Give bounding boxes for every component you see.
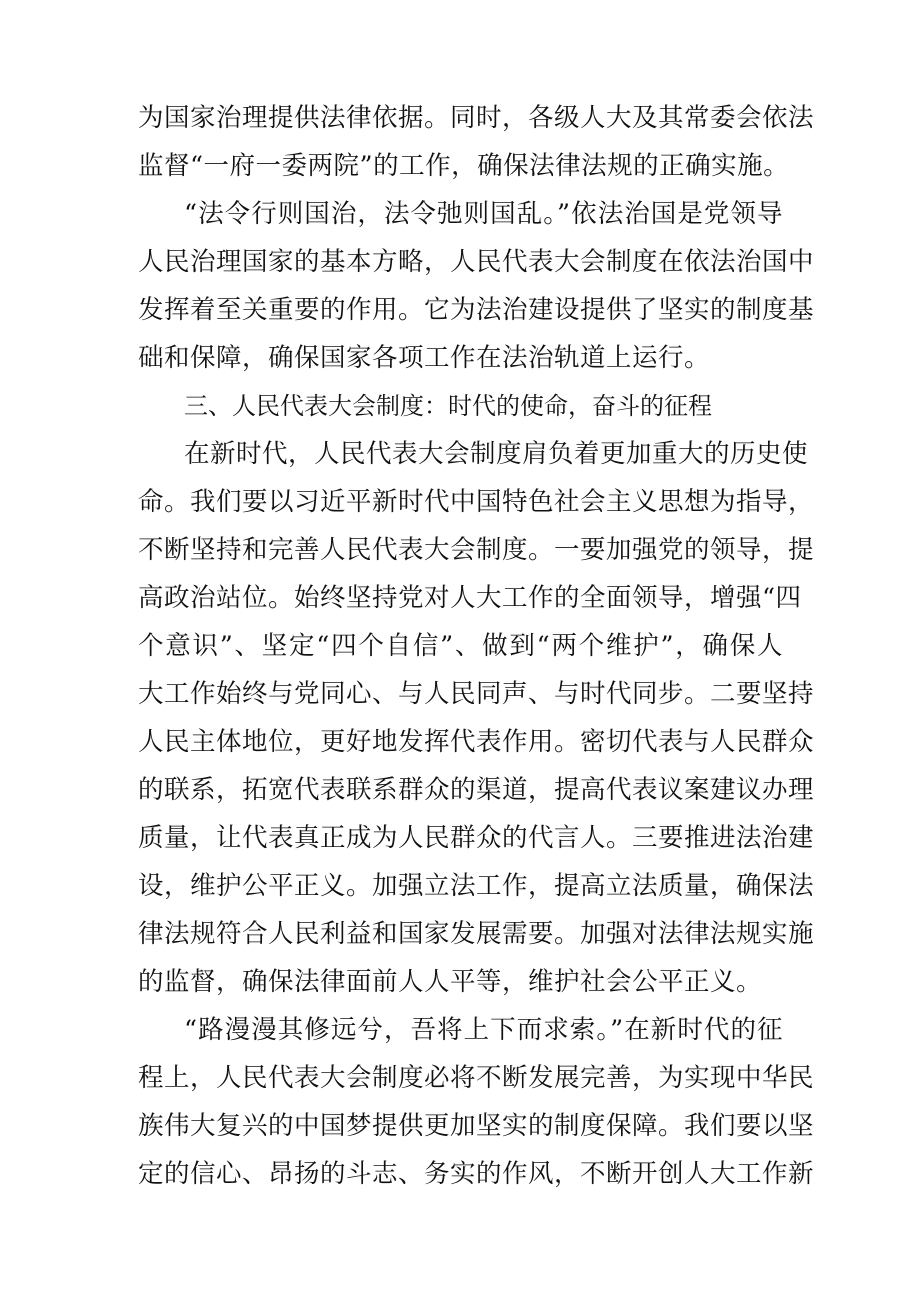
- text-line: 的联系，拓宽代表联系群众的渠道，提高代表议案建议办理: [138, 775, 815, 805]
- text-line: 为国家治理提供法律依据。同时，各级人大及其常委会依法: [138, 103, 815, 133]
- text-line: 人民主体地位，更好地发挥代表作用。密切代表与人民群众: [138, 727, 815, 757]
- text-line: 质量，让代表真正成为人民群众的代言人。三要推进法治建: [138, 823, 815, 853]
- text-line: 发挥着至关重要的作用。它为法治建设提供了坚实的制度基: [138, 295, 815, 325]
- text-line: 命。我们要以习近平新时代中国特色社会主义思想为指导，: [138, 487, 815, 517]
- text-line: 族伟大复兴的中国梦提供更加坚实的制度保障。我们要以坚: [138, 1111, 815, 1141]
- paragraph-start-line: “法令行则国治，法令弛则国乱。”依法治国是党领导: [184, 199, 783, 229]
- text-line: 程上，人民代表大会制度必将不断发展完善，为实现中华民: [138, 1063, 815, 1093]
- text-line: 监督“一府一委两院”的工作，确保法律法规的正确实施。: [138, 151, 790, 181]
- text-line: 高政治站位。始终坚持党对人大工作的全面领导，增强“四: [138, 583, 802, 613]
- text-line: 人民治理国家的基本方略，人民代表大会制度在依法治国中: [138, 247, 815, 277]
- paragraph-end-line: 础和保障，确保国家各项工作在法治轨道上运行。: [138, 343, 711, 373]
- paragraph-start-line: “路漫漫其修远兮，吾将上下而求索。”在新时代的征: [184, 1015, 783, 1045]
- text-line: 大工作始终与党同心、与人民同声、与时代同步。二要坚持: [138, 679, 815, 709]
- text-line: 不断坚持和完善人民代表大会制度。一要加强党的领导，提: [138, 535, 815, 565]
- text-line: 设，维护公平正义。加强立法工作，提高立法质量，确保法: [138, 871, 815, 901]
- text-line: 律法规符合人民利益和国家发展需要。加强对法律法规实施: [138, 919, 815, 949]
- text-line: 定的信心、昂扬的斗志、务实的作风，不断开创人大工作新: [138, 1159, 815, 1189]
- text-line: 个意识”、坚定“四个自信”、做到“两个维护”，确保人: [138, 631, 783, 661]
- section-heading: 三、人民代表大会制度：时代的使命，奋斗的征程: [184, 392, 712, 420]
- paragraph-start-line: 在新时代，人民代表大会制度肩负着更加重大的历史使: [184, 439, 809, 469]
- paragraph-end-line: 的监督，确保法律面前人人平等，维护社会公平正义。: [138, 967, 763, 997]
